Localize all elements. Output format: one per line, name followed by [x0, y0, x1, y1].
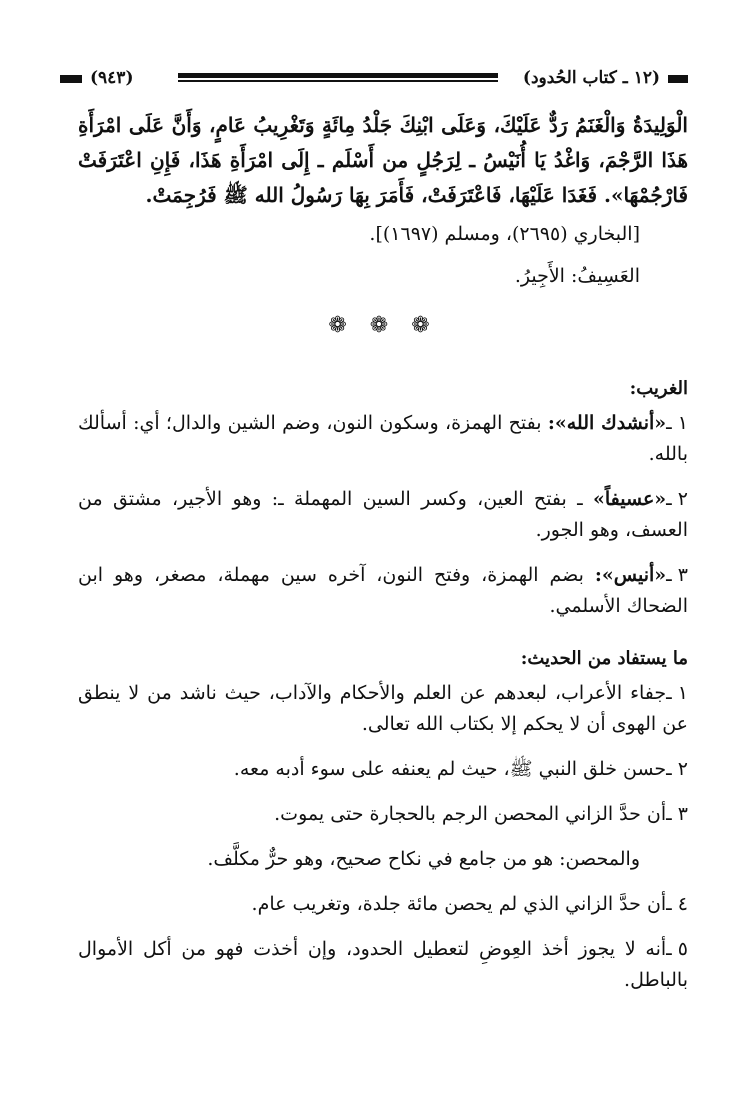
item-number: ٤ ـ	[666, 893, 688, 915]
item-number: ١ ـ	[666, 682, 688, 704]
item-number: ٢ ـ	[666, 488, 688, 510]
benefits-heading: ما يستفاد من الحديث:	[520, 648, 688, 669]
item-number: ٣ ـ	[666, 803, 688, 825]
item-number: ٢ ـ	[666, 758, 688, 780]
item-number: ٥ ـ	[666, 938, 688, 960]
hadith-gloss: العَسِيفُ: الأَجِيرُ.	[514, 265, 640, 287]
gharib-item	[78, 484, 688, 546]
page-content	[78, 108, 688, 1010]
gharib-item	[78, 408, 688, 470]
benefit-item	[78, 799, 688, 830]
item-term: «عسيفاً»	[593, 488, 667, 510]
item-text: حسن خلق النبي ﷺ، حيث لم يعنفه على سوء أدبه معه.	[233, 758, 667, 780]
item-term: «أنشدك الله»:	[547, 412, 667, 434]
header-rule	[178, 73, 498, 82]
section-separator: ❁ ❁ ❁	[328, 313, 438, 338]
item-text: ـ بفتح العين، وكسر السين المهملة ـ: وهو الأجير، مشتق من العسف، وهو الجور.	[78, 488, 688, 541]
item-text: أن حدَّ الزاني الذي لم يحصن مائة جلدة، وتغريب عام.	[251, 893, 667, 915]
item-text: أن حدَّ الزاني المحصن الرجم بالحجارة حتى يموت.	[274, 803, 667, 825]
benefit-item	[78, 678, 688, 740]
page-header	[60, 68, 688, 92]
header-bar-right	[668, 75, 688, 83]
header-bar-left	[60, 75, 82, 83]
benefit-item	[78, 934, 688, 996]
benefit-item	[78, 754, 688, 785]
item-number: ١ ـ	[666, 412, 688, 434]
item-text: بفتح الهمزة، وسكون النون، وضم الشين والدال؛ أي: أسألك بالله.	[78, 412, 688, 465]
item-text: والمحصن: هو من جامع في نكاح صحيح، وهو حرٌّ مكلَّف.	[207, 848, 640, 870]
item-text: جفاء الأعراب، لبعدهم عن العلم والأحكام والآداب، حيث ناشد من لا ينطق عن الهوى أن لا يحكم إلا بكتاب الله تعالى.	[78, 682, 688, 735]
gharib-item	[78, 560, 688, 622]
item-number: ٣ ـ	[666, 564, 688, 586]
benefit-note	[78, 844, 640, 875]
benefit-item	[78, 889, 688, 920]
gharib-heading: الغريب:	[629, 378, 688, 399]
item-text: أنه لا يجوز أخذ العِوضِ لتعطيل الحدود، وإن أخذت فهو من أكل الأموال بالباطل.	[78, 938, 688, 991]
hadith-text: الْوَلِيدَةُ وَالْغَنَمُ رَدٌّ عَلَيْكَ، وَعَلَى ابْنِكَ جَلْدُ مِائَةٍ وَتَغْرِيبُ عَامٍ، وَأَنَّ عَلَى امْرَأَةِ هَذَا الرَّجْمَ، وَاغْدُ يَا أُنَيْسُ ـ لِرَجُلٍ من أَسْلَم ـ إِلَى امْرَأَةِ هَذَا، فَإِنِ اعْتَرَفَتْ فَارْجُمْهَا». فَغَدَا عَلَيْهَا، فَاعْتَرَفَتْ، فَأَمَرَ بِهَا رَسُولُ الله ﷺ فَرُجِمَتْ.	[78, 113, 688, 207]
hadith-reference: [البخاري (٢٦٩٥)، ومسلم (١٦٩٧)].	[369, 223, 640, 245]
item-text: بضم الهمزة، وفتح النون، آخره سين مهملة، مصغر، وهو ابن الضحاك الأسلمي.	[78, 564, 688, 617]
chapter-title: (١٢ ـ كتاب الحُدود)	[522, 68, 660, 88]
page-number: (٩٤٣)	[90, 68, 134, 88]
item-term: «أنيس»:	[594, 564, 667, 586]
